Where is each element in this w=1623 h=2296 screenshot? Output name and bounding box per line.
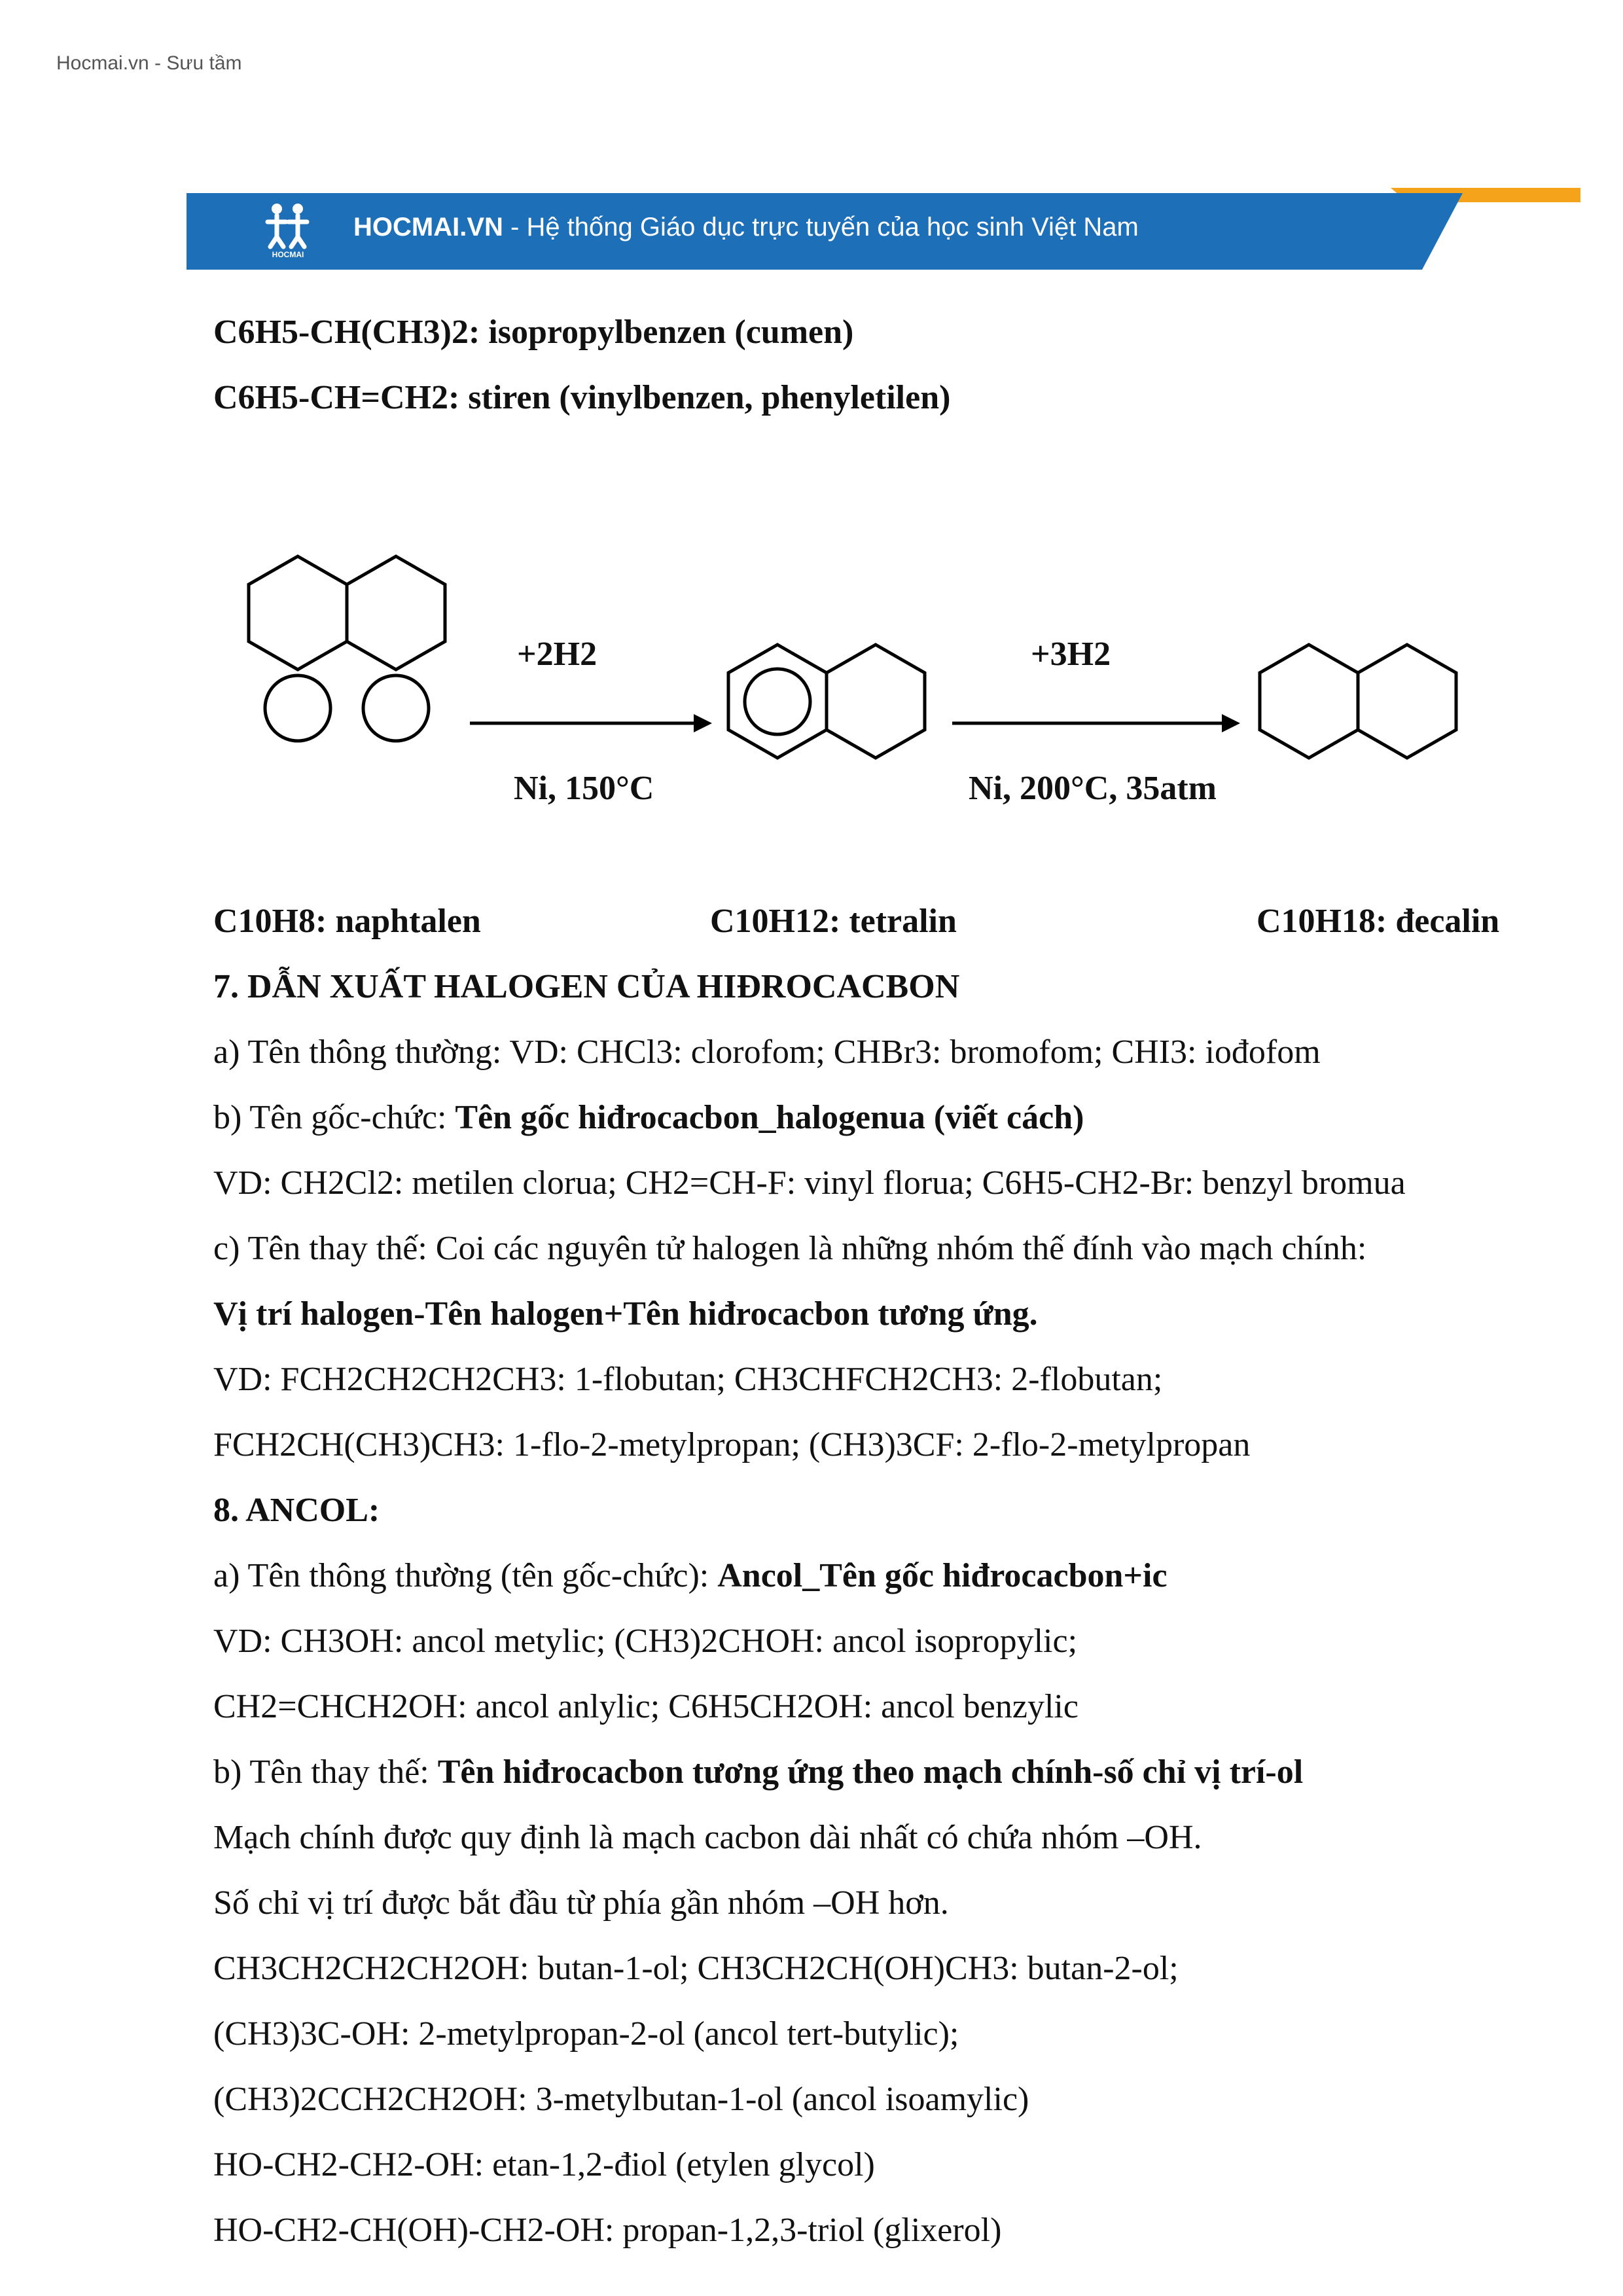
hocmai-logo-icon: [259, 201, 317, 260]
section8-b-prefix: b) Tên thay thế:: [213, 1753, 438, 1791]
section8-b-bold: Tên hiđrocacbon tương ứng theo mạch chính-số chỉ vị trí-ol: [437, 1753, 1304, 1791]
page-source-note: Hocmai.vn - Sưu tầm: [56, 52, 242, 74]
section7-c-rule: Vị trí halogen-Tên halogen+Tên hiđrocacbon tương ứng.: [213, 1295, 1038, 1333]
section8-a-bold: Ancol_Tên gốc hiđrocacbon+ic: [717, 1557, 1168, 1594]
naphtalen-ring-left: [249, 556, 347, 670]
hydrogenation-scheme: [0, 537, 1623, 877]
section7-b: [213, 1098, 1084, 1138]
tetralin-aromatic-circle: [745, 669, 810, 734]
section8-a-example2: CH2=CHCH2OH: ancol anlylic; C6H5CH2OH: ancol benzylic: [213, 1688, 1079, 1725]
tetralin-ring-left: [728, 645, 827, 758]
line-cumen: C6H5-CH(CH3)2: isopropylbenzen (cumen): [213, 314, 854, 351]
banner-brand: HOCMAI.VN: [353, 213, 503, 242]
arrow-2-head: [1222, 714, 1240, 732]
section7-a: a) Tên thông thường: VD: CHCl3: clorofom; CHBr3: bromofom; CHI3: iođofom: [213, 1033, 1321, 1071]
section7-b-prefix: b) Tên gốc-chức:: [213, 1099, 455, 1136]
step1-reagent: +2H2: [517, 636, 597, 673]
section8-example-4: HO-CH2-CH2-OH: etan-1,2-điol (etylen glycol): [213, 2146, 875, 2183]
step2-condition: Ni, 200°C, 35atm: [969, 770, 1217, 807]
section7-c: c) Tên thay thế: Coi các nguyên tử halogen là những nhóm thế đính vào mạch chính:: [213, 1230, 1367, 1267]
section8-a-prefix: a) Tên thông thường (tên gốc-chức):: [213, 1557, 718, 1594]
section7-b-example: VD: CH2Cl2: metilen clorua; CH2=CH-F: vinyl florua; C6H5-CH2-Br: benzyl bromua: [213, 1164, 1406, 1202]
section8-example-5: HO-CH2-CH(OH)-CH2-OH: propan-1,2,3-triol (glixerol): [213, 2212, 1002, 2249]
section8-b-rule2: Số chỉ vị trí được bắt đầu từ phía gần nhóm –OH hơn.: [213, 1884, 949, 1922]
section8-b: [213, 1753, 1303, 1792]
section8-heading: 8. ANCOL:: [213, 1492, 380, 1529]
label-tetralin: C10H12: tetralin: [710, 903, 957, 940]
line-stiren: C6H5-CH=CH2: stiren (vinylbenzen, phenyletilen): [213, 379, 951, 416]
section8-example-1: CH3CH2CH2CH2OH: butan-1-ol; CH3CH2CH(OH)CH3: butan-2-ol;: [213, 1950, 1179, 1987]
hocmai-banner: [187, 188, 1580, 270]
label-naphtalen: C10H8: naphtalen: [213, 903, 481, 940]
arrow-1-head: [694, 714, 712, 732]
decalin-ring-right: [1358, 645, 1456, 758]
section7-c-example2: FCH2CH(CH3)CH3: 1-flo-2-metylpropan; (CH3)3CF: 2-flo-2-metylpropan: [213, 1426, 1251, 1463]
banner-tagline: - Hệ thống Giáo dục trực tuyến của học sinh Việt Nam: [503, 213, 1139, 242]
naphtalen-circle-right: [363, 675, 429, 741]
section8-a: [213, 1556, 1168, 1596]
section8-a-example1: VD: CH3OH: ancol metylic; (CH3)2CHOH: ancol isopropylic;: [213, 1623, 1078, 1660]
section7-b-bold: Tên gốc hiđrocacbon_halogenua (viết cách): [455, 1099, 1084, 1136]
banner-text: [353, 213, 1139, 242]
section8-b-rule1: Mạch chính được quy định là mạch cacbon dài nhất có chứa nhóm –OH.: [213, 1819, 1202, 1856]
section8-example-3: (CH3)2CCH2CH2OH: 3-metylbutan-1-ol (ancol isoamylic): [213, 2081, 1029, 2118]
label-decalin: C10H18: đecalin: [1257, 903, 1500, 940]
naphtalen-ring-right: [347, 556, 445, 670]
naphtalen-circle-left: [265, 675, 330, 741]
logo-caption: HOCMAI: [272, 250, 304, 259]
section7-c-example1: VD: FCH2CH2CH2CH3: 1-flobutan; CH3CHFCH2CH3: 2-flobutan;: [213, 1361, 1163, 1398]
step2-reagent: +3H2: [1031, 636, 1111, 673]
decalin-ring-left: [1260, 645, 1358, 758]
section8-example-2: (CH3)3C-OH: 2-metylpropan-2-ol (ancol tert-butylic);: [213, 2015, 959, 2053]
section7-heading: 7. DẪN XUẤT HALOGEN CỦA HIĐROCACBON: [213, 968, 960, 1005]
step1-condition: Ni, 150°C: [514, 770, 654, 807]
tetralin-ring-right: [827, 645, 925, 758]
hydrogenation-diagram: [0, 537, 1623, 877]
